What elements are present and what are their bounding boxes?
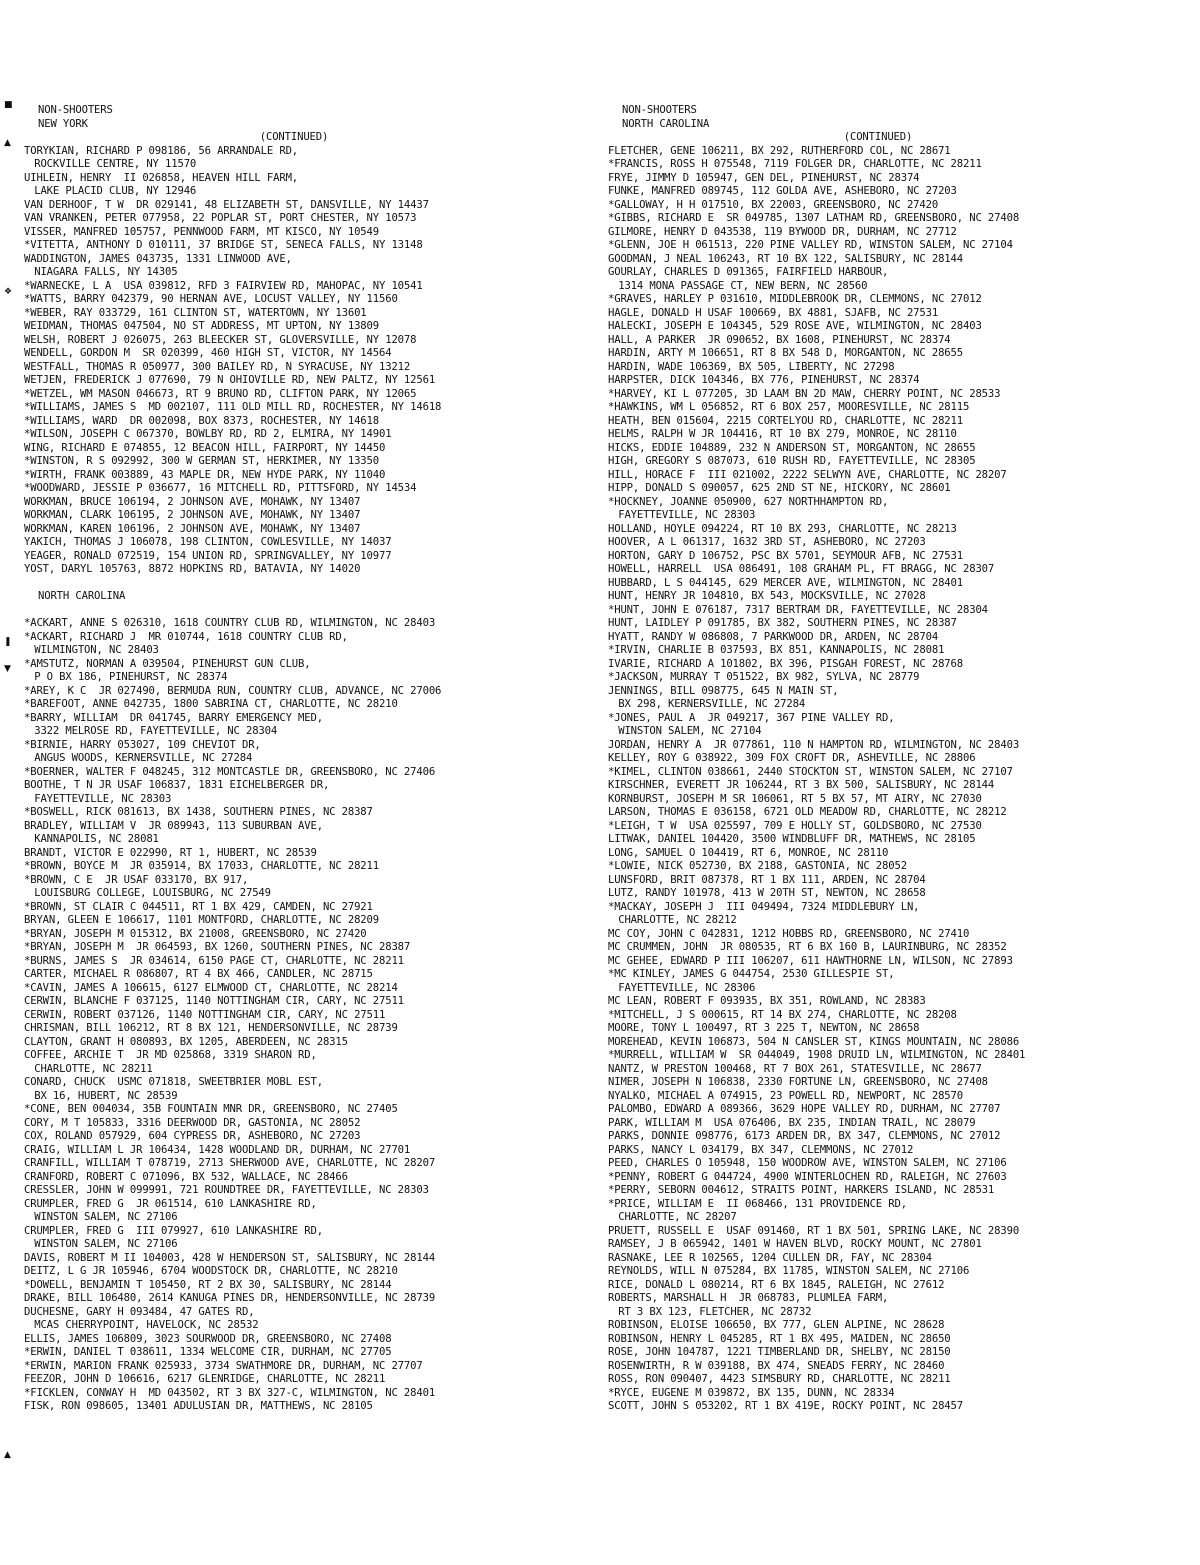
list-item: PALOMBO, EDWARD A 089366, 3629 HOPE VALLEY RD, DURHAM, NC 27707	[608, 1103, 1001, 1115]
list-item: BRYAN, GLEEN E 106617, 1101 MONTFORD, CHARLOTTE, NC 28209	[24, 914, 379, 926]
list-item: *BRYAN, JOSEPH M JR 064593, BX 1260, SOUTHERN PINES, NC 28387	[24, 941, 411, 953]
list-item: FLETCHER, GENE 106211, BX 292, RUTHERFORD COL, NC 28671	[608, 144, 951, 157]
list-item: ELLIS, JAMES 106809, 3023 SOURWOOD DR, GREENSBORO, NC 27408	[24, 1332, 392, 1345]
list-item: *BARRY, WILLIAM DR 041745, BARRY EMERGENCY MED,	[24, 711, 323, 724]
list-item: *PERRY, SEBORN 004612, STRAITS POINT, HARKERS ISLAND, NC 28531	[608, 1184, 995, 1196]
list-item: *LOWIE, NICK 052730, BX 2188, GASTONIA, NC 28052	[608, 860, 907, 872]
list-item: *ACKART, RICHARD J MR 010744, 1618 COUNTRY CLUB RD,	[24, 630, 348, 643]
list-item: *PRICE, WILLIAM E II 068466, 131 PROVIDENCE RD,	[608, 1197, 907, 1210]
list-item: *BROWN, ST CLAIR C 044511, RT 1 BX 429, CAMDEN, NC 27921	[24, 900, 373, 913]
list-item: WILMINGTON, NC 28403	[28, 644, 159, 656]
list-item: *FRANCIS, ROSS H 075548, 7119 FOLGER DR, CHARLOTTE, NC 28211	[608, 158, 982, 170]
section-subheading: NORTH CAROLINA	[622, 117, 710, 130]
list-item: SCOTT, JOHN S 053202, RT 1 BX 419E, ROCKY POINT, NC 28457	[608, 1400, 963, 1412]
list-item: WING, RICHARD E 074855, 12 BEACON HILL, FAIRPORT, NY 14450	[24, 441, 386, 454]
list-item: *WETZEL, WM MASON 046673, RT 9 BRUNO RD, CLIFTON PARK, NY 12065	[24, 387, 417, 400]
list-item: CRANFORD, ROBERT C 071096, BX 532, WALLACE, NC 28466	[24, 1170, 348, 1183]
list-item: *WATTS, BARRY 042379, 90 HERNAN AVE, LOCUST VALLEY, NY 11560	[24, 293, 398, 305]
list-item: ROSS, RON 090407, 4423 SIMSBURY RD, CHARLOTTE, NC 28211	[608, 1373, 951, 1385]
list-item: BRADLEY, WILLIAM V JR 089943, 113 SUBURBAN AVE,	[24, 819, 323, 832]
list-item: NIMER, JOSEPH N 106838, 2330 FORTUNE LN, GREENSBORO, NC 27408	[608, 1076, 988, 1088]
list-item: RICE, DONALD L 080214, RT 6 BX 1845, RALEIGH, NC 27612	[608, 1278, 945, 1291]
list-item: HELMS, RALPH W JR 104416, RT 10 BX 279, MONROE, NC 28110	[608, 428, 957, 440]
list-item: WORKMAN, CLARK 106195, 2 JOHNSON AVE, MOHAWK, NY 13407	[24, 509, 361, 521]
list-item: CARTER, MICHAEL R 086807, RT 4 BX 466, CANDLER, NC 28715	[24, 968, 373, 980]
list-item: DEITZ, L G JR 105946, 6704 WOODSTOCK DR, CHARLOTTE, NC 28210	[24, 1265, 398, 1277]
list-item: GOODMAN, J NEAL 106243, RT 10 BX 122, SALISBURY, NC 28144	[608, 252, 963, 265]
section-heading: NON-SHOOTERS	[38, 104, 113, 116]
margin-mark: ▲	[4, 138, 11, 148]
list-item: *PENNY, ROBERT G 044724, 4900 WINTERLOCHEN RD, RALEIGH, NC 27603	[608, 1170, 1007, 1183]
list-item: ROBINSON, HENRY L 045285, RT 1 BX 495, MAIDEN, NC 28650	[608, 1332, 951, 1345]
list-item: HILL, HORACE F III 021002, 2222 SELWYN AVE, CHARLOTTE, NC 28207	[608, 468, 1007, 481]
list-item: *IRVIN, CHARLIE B 037593, BX 851, KANNAPOLIS, NC 28081	[608, 644, 945, 656]
list-item: *WINSTON, R S 092992, 300 W GERMAN ST, HERKIMER, NY 13350	[24, 455, 379, 467]
list-item: *ACKART, ANNE S 026310, 1618 COUNTRY CLUB RD, WILMINGTON, NC 28403	[24, 617, 436, 629]
list-item: CORY, M T 105833, 3316 DEERWOOD DR, GASTONIA, NC 28052	[24, 1116, 361, 1129]
list-item: ROSE, JOHN 104787, 1221 TIMBERLAND DR, SHELBY, NC 28150	[608, 1346, 951, 1358]
list-item: MC CRUMMEN, JOHN JR 080535, RT 6 BX 160 B, LAURINBURG, NC 28352	[608, 941, 1007, 953]
list-item: *GRAVES, HARLEY P 031610, MIDDLEBROOK DR, CLEMMONS, NC 27012	[608, 293, 982, 305]
list-item: WETJEN, FREDERICK J 077690, 79 N OHIOVILLE RD, NEW PALTZ, NY 12561	[24, 374, 436, 386]
list-item: PRUETT, RUSSELL E USAF 091460, RT 1 BX 501, SPRING LAKE, NC 28390	[608, 1224, 1020, 1237]
list-item: NANTZ, W PRESTON 100468, RT 7 BOX 261, STATESVILLE, NC 28677	[608, 1062, 982, 1075]
list-item: *WOODWARD, JESSIE P 036677, 16 MITCHELL RD, PITTSFORD, NY 14534	[24, 482, 417, 494]
list-item: *JONES, PAUL A JR 049217, 367 PINE VALLEY RD,	[608, 711, 895, 724]
list-item: *WIRTH, FRANK 003889, 43 MAPLE DR, NEW HYDE PARK, NY 11040	[24, 468, 386, 481]
list-item: *MURRELL, WILLIAM W SR 044049, 1908 DRUID LN, WILMINGTON, NC 28401	[608, 1049, 1026, 1061]
list-item: CRUMPLER, FRED G JR 061514, 610 LANKASHIRE RD,	[24, 1197, 317, 1210]
list-item: RT 3 BX 123, FLETCHER, NC 28732	[612, 1305, 812, 1318]
list-item: MCAS CHERRYPOINT, HAVELOCK, NC 28532	[28, 1319, 259, 1331]
list-item: MC LEAN, ROBERT F 093935, BX 351, ROWLAND, NC 28383	[608, 995, 926, 1007]
list-item: CHARLOTTE, NC 28211	[28, 1062, 153, 1075]
list-item: *CAVIN, JAMES A 106615, 6127 ELMWOOD CT, CHARLOTTE, NC 28214	[24, 981, 398, 994]
list-item: *RYCE, EUGENE M 039872, BX 135, DUNN, NC 28334	[608, 1386, 895, 1399]
list-item: GOURLAY, CHARLES D 091365, FAIRFIELD HARBOUR,	[608, 266, 889, 278]
list-item: CONARD, CHUCK USMC 071818, SWEETBRIER MOBL EST,	[24, 1076, 323, 1088]
list-item: HEATH, BEN 015604, 2215 CORTELYOU RD, CHARLOTTE, NC 28211	[608, 414, 963, 427]
list-item: CHRISMAN, BILL 106212, RT 8 BX 121, HENDERSONVILLE, NC 28739	[24, 1022, 398, 1034]
list-item: HOLLAND, HOYLE 094224, RT 10 BX 293, CHARLOTTE, NC 28213	[608, 522, 957, 535]
list-item: *BROWN, C E JR USAF 033170, BX 917,	[24, 873, 249, 886]
continued-label: (CONTINUED)	[259, 131, 329, 143]
list-item: *HARVEY, KI L 077205, 3D LAAM BN 2D MAW, CHERRY POINT, NC 28533	[608, 387, 1001, 400]
list-item: *BAREFOOT, ANNE 042735, 1800 SABRINA CT, CHARLOTTE, NC 28210	[24, 698, 398, 710]
list-item: HICKS, EDDIE 104889, 232 N ANDERSON ST, MORGANTON, NC 28655	[608, 441, 976, 454]
list-item: *BOERNER, WALTER F 048245, 312 MONTCASTLE DR, GREENSBORO, NC 27406	[24, 765, 436, 778]
list-item: JENNINGS, BILL 098775, 645 N MAIN ST,	[608, 684, 839, 697]
list-item: FISK, RON 098605, 13401 ADULUSIAN DR, MATTHEWS, NC 28105	[24, 1400, 373, 1412]
list-item: IVARIE, RICHARD A 101802, BX 396, PISGAH FOREST, NC 28768	[608, 657, 963, 670]
list-item: *ERWIN, MARION FRANK 025933, 3734 SWATHMORE DR, DURHAM, NC 27707	[24, 1359, 423, 1372]
list-item: HARPSTER, DICK 104346, BX 776, PINEHURST, NC 28374	[608, 374, 920, 386]
list-item: *JACKSON, MURRAY T 051522, BX 982, SYLVA, NC 28779	[608, 671, 920, 683]
list-item: PARKS, DONNIE 098776, 6173 ARDEN DR, BX 347, CLEMMONS, NC 27012	[608, 1130, 1001, 1142]
list-item: MOREHEAD, KEVIN 106873, 504 N CANSLER ST, KINGS MOUNTAIN, NC 28086	[608, 1035, 1020, 1048]
list-item: *WILLIAMS, JAMES S MD 002107, 111 OLD MILL RD, ROCHESTER, NY 14618	[24, 401, 442, 413]
list-item: YAKICH, THOMAS J 106078, 198 CLINTON, COWLESVILLE, NY 14037	[24, 536, 392, 548]
list-item: *AMSTUTZ, NORMAN A 039504, PINEHURST GUN CLUB,	[24, 657, 311, 670]
list-item: GILMORE, HENRY D 043538, 119 BYWOOD DR, DURHAM, NC 27712	[608, 225, 957, 238]
list-item: HOOVER, A L 061317, 1632 3RD ST, ASHEBORO, NC 27203	[608, 536, 926, 548]
section-subheading: NEW YORK	[38, 117, 88, 130]
list-item: HALECKI, JOSEPH E 104345, 529 ROSE AVE, WILMINGTON, NC 28403	[608, 320, 982, 332]
list-item: YOST, DARYL 105763, 8872 HOPKINS RD, BATAVIA, NY 14020	[24, 563, 361, 575]
list-item: P O BX 186, PINEHURST, NC 28374	[28, 671, 228, 683]
list-item: LUTZ, RANDY 101978, 413 W 20TH ST, NEWTON, NC 28658	[608, 887, 926, 899]
list-item: *GLENN, JOE H 061513, 220 PINE VALLEY RD, WINSTON SALEM, NC 27104	[608, 239, 1013, 251]
section-heading: NORTH CAROLINA	[38, 590, 126, 602]
list-item: *WILSON, JOSEPH C 067370, BOWLBY RD, RD 2, ELMIRA, NY 14901	[24, 428, 392, 440]
list-item: *MACKAY, JOSEPH J III 049494, 7324 MIDDLEBURY LN,	[608, 900, 920, 913]
list-item: BX 298, KERNERSVILLE, NC 27284	[612, 698, 806, 710]
list-item: HAGLE, DONALD H USAF 100669, BX 4881, SJAFB, NC 27531	[608, 306, 939, 319]
list-item: *BOSWELL, RICK 081613, BX 1438, SOUTHERN PINES, NC 28387	[24, 806, 373, 818]
list-item: FUNKE, MANFRED 089745, 112 GOLDA AVE, ASHEBORO, NC 27203	[608, 185, 957, 197]
list-item: *WARNECKE, L A USA 039812, RFD 3 FAIRVIEW RD, MAHOPAC, NY 10541	[24, 279, 423, 292]
list-item: CHARLOTTE, NC 28212	[612, 914, 737, 926]
list-item: VISSER, MANFRED 105757, PENNWOOD FARM, MT KISCO, NY 10549	[24, 225, 379, 238]
margin-mark: ❚	[4, 637, 12, 647]
list-item: KELLEY, ROY G 038922, 309 FOX CROFT DR, ASHEVILLE, NC 28806	[608, 752, 976, 764]
section-heading: NON-SHOOTERS	[622, 104, 697, 116]
continued-label: (CONTINUED)	[843, 131, 913, 143]
list-item: *KIMEL, CLINTON 038661, 2440 STOCKTON ST, WINSTON SALEM, NC 27107	[608, 765, 1013, 778]
list-item: HUNT, HENRY JR 104810, BX 543, MOCKSVILLE, NC 27028	[608, 590, 926, 602]
list-item: CRUMPLER, FRED G III 079927, 610 LANKASHIRE RD,	[24, 1224, 323, 1237]
spacer	[24, 604, 604, 618]
list-item: REYNOLDS, WILL N 075284, BX 11785, WINSTON SALEM, NC 27106	[608, 1265, 970, 1277]
list-item: DRAKE, BILL 106480, 2614 KANUGA PINES DR, HENDERSONVILLE, NC 28739	[24, 1292, 436, 1304]
list-item: *VITETTA, ANTHONY D 010111, 37 BRIDGE ST, SENECA FALLS, NY 13148	[24, 239, 423, 251]
list-item: HIPP, DONALD S 090057, 625 2ND ST NE, HICKORY, NC 28601	[608, 482, 951, 494]
list-item: *HUNT, JOHN E 076187, 7317 BERTRAM DR, FAYETTEVILLE, NC 28304	[608, 603, 988, 616]
list-item: ROBINSON, ELOISE 106650, BX 777, GLEN ALPINE, NC 28628	[608, 1319, 945, 1331]
list-item: KORNBURST, JOSEPH M SR 106061, RT 5 BX 57, MT AIRY, NC 27030	[608, 792, 982, 805]
list-item: HUNT, LAIDLEY P 091785, BX 382, SOUTHERN PINES, NC 28387	[608, 617, 957, 629]
list-item: ROCKVILLE CENTRE, NY 11570	[28, 158, 197, 170]
list-item: *WEBER, RAY 033729, 161 CLINTON ST, WATERTOWN, NY 13601	[24, 306, 367, 319]
list-item: FAYETTEVILLE, NC 28303	[612, 509, 756, 521]
list-item: *BIRNIE, HARRY 053027, 109 CHEVIOT DR,	[24, 738, 261, 751]
list-item: HYATT, RANDY W 086808, 7 PARKWOOD DR, ARDEN, NC 28704	[608, 630, 939, 643]
list-item: *CONE, BEN 004034, 35B FOUNTAIN MNR DR, GREENSBORO, NC 27405	[24, 1103, 398, 1115]
list-item: *WILLIAMS, WARD DR 002098, BOX 8373, ROCHESTER, NY 14618	[24, 414, 379, 427]
list-item: VAN DERHOOF, T W DR 029141, 48 ELIZABETH ST, DANSVILLE, NY 14437	[24, 198, 429, 211]
list-item: CRESSLER, JOHN W 099991, 721 ROUNDTREE DR, FAYETTEVILLE, NC 28303	[24, 1184, 429, 1196]
margin-mark: ❖	[4, 287, 13, 297]
list-item: BRANDT, VICTOR E 022990, RT 1, HUBERT, NC 28539	[24, 846, 317, 859]
list-item: *GIBBS, RICHARD E SR 049785, 1307 LATHAM RD, GREENSBORO, NC 27408	[608, 212, 1020, 224]
list-item: HORTON, GARY D 106752, PSC BX 5701, SEYMOUR AFB, NC 27531	[608, 549, 963, 562]
entry-list	[24, 617, 604, 1414]
list-item: HOWELL, HARRELL USA 086491, 108 GRAHAM PL, FT BRAGG, NC 28307	[608, 563, 995, 575]
list-item: LOUISBURG COLLEGE, LOUISBURG, NC 27549	[28, 887, 271, 899]
spacer	[24, 577, 604, 591]
list-item: 1314 MONA PASSAGE CT, NEW BERN, NC 28560	[612, 279, 868, 292]
list-item: HUBBARD, L S 044145, 629 MERCER AVE, WILMINGTON, NC 28401	[608, 576, 963, 589]
list-item: *ERWIN, DANIEL T 038611, 1334 WELCOME CIR, DURHAM, NC 27705	[24, 1346, 392, 1358]
list-item: *GALLOWAY, H H 017510, BX 22003, GREENSBORO, NC 27420	[608, 198, 939, 211]
list-item: LITWAK, DANIEL 104420, 3500 WINDBLUFF DR, MATHEWS, NC 28105	[608, 833, 976, 845]
list-item: WELSH, ROBERT J 026075, 263 BLEECKER ST, GLOVERSVILLE, NY 12078	[24, 333, 417, 346]
list-item: DUCHESNE, GARY H 093484, 47 GATES RD,	[24, 1305, 255, 1318]
list-item: TORYKIAN, RICHARD P 098186, 56 ARRANDALE RD,	[24, 144, 299, 157]
list-item: KIRSCHNER, EVERETT JR 106244, RT 3 BX 500, SALISBURY, NC 28144	[608, 779, 995, 791]
list-item: WINSTON SALEM, NC 27104	[612, 725, 762, 737]
list-item: FAYETTEVILLE, NC 28306	[612, 981, 756, 994]
list-item: NYALKO, MICHAEL A 074915, 23 POWELL RD, NEWPORT, NC 28570	[608, 1089, 963, 1102]
list-item: *LEIGH, T W USA 025597, 709 E HOLLY ST, GOLDSBORO, NC 27530	[608, 819, 982, 832]
margin-mark: ▼	[4, 664, 11, 674]
list-item: PEED, CHARLES O 105948, 150 WOODROW AVE, WINSTON SALEM, NC 27106	[608, 1157, 1007, 1169]
list-item: ROSENWIRTH, R W 039188, BX 474, SNEADS FERRY, NC 28460	[608, 1359, 945, 1372]
list-item: KANNAPOLIS, NC 28081	[28, 833, 159, 845]
list-item: ANGUS WOODS, KERNERSVILLE, NC 27284	[28, 752, 253, 764]
list-item: 3322 MELROSE RD, FAYETTEVILLE, NC 28304	[28, 725, 278, 737]
list-item: WEIDMAN, THOMAS 047504, NO ST ADDRESS, MT UPTON, NY 13809	[24, 320, 379, 332]
list-item: NIAGARA FALLS, NY 14305	[28, 266, 178, 278]
list-item: *DOWELL, BENJAMIN T 105450, RT 2 BX 30, SALISBURY, NC 28144	[24, 1278, 392, 1291]
list-item: HARDIN, ARTY M 106651, RT 8 BX 548 D, MORGANTON, NC 28655	[608, 347, 963, 359]
list-item: FRYE, JIMMY D 105947, GEN DEL, PINEHURST, NC 28374	[608, 171, 920, 184]
left-column	[24, 104, 604, 1414]
list-item: WESTFALL, THOMAS R 050977, 300 BAILEY RD, N SYRACUSE, NY 13212	[24, 360, 411, 373]
list-item: CERWIN, BLANCHE F 037125, 1140 NOTTINGHAM CIR, CARY, NC 27511	[24, 995, 404, 1007]
list-item: PARKS, NANCY L 034179, BX 347, CLEMMONS, NC 27012	[608, 1143, 914, 1156]
list-item: HIGH, GREGORY S 087073, 610 RUSH RD, FAYETTEVILLE, NC 28305	[608, 455, 976, 467]
list-item: WENDELL, GORDON M SR 020399, 460 HIGH ST, VICTOR, NY 14564	[24, 347, 392, 359]
list-item: YEAGER, RONALD 072519, 154 UNION RD, SPRINGVALLEY, NY 10977	[24, 549, 392, 562]
list-item: LONG, SAMUEL O 104419, RT 6, MONROE, NC 28110	[608, 846, 889, 859]
list-item: CLAYTON, GRANT H 080893, BX 1205, ABERDEEN, NC 28315	[24, 1035, 348, 1048]
list-item: PARK, WILLIAM M USA 076406, BX 235, INDIAN TRAIL, NC 28079	[608, 1116, 976, 1129]
list-item: RASNAKE, LEE R 102565, 1204 CULLEN DR, FAY, NC 28304	[608, 1251, 932, 1264]
list-item: COX, ROLAND 057929, 604 CYPRESS DR, ASHEBORO, NC 27203	[24, 1130, 361, 1142]
list-item: CERWIN, ROBERT 037126, 1140 NOTTINGHAM CIR, CARY, NC 27511	[24, 1008, 386, 1021]
list-item: *FICKLEN, CONWAY H MD 043502, RT 3 BX 327-C, WILMINGTON, NC 28401	[24, 1386, 436, 1399]
list-item: CRANFILL, WILLIAM T 078719, 2713 SHERWOOD AVE, CHARLOTTE, NC 28207	[24, 1157, 436, 1169]
entry-list	[24, 145, 604, 577]
list-item: *MC KINLEY, JAMES G 044754, 2530 GILLESPIE ST,	[608, 968, 895, 980]
list-item: FEEZOR, JOHN D 106616, 6217 GLENRIDGE, CHARLOTTE, NC 28211	[24, 1373, 386, 1385]
list-item: HARDIN, WADE 106369, BX 505, LIBERTY, NC 27298	[608, 360, 895, 373]
list-item: VAN VRANKEN, PETER 077958, 22 POPLAR ST, PORT CHESTER, NY 10573	[24, 212, 417, 224]
list-item: FAYETTEVILLE, NC 28303	[28, 792, 172, 805]
margin-mark: ▲	[4, 1450, 11, 1460]
list-item: *MITCHELL, J S 000615, RT 14 BX 274, CHARLOTTE, NC 28208	[608, 1008, 957, 1021]
list-item: WINSTON SALEM, NC 27106	[28, 1238, 178, 1250]
list-item: *BROWN, BOYCE M JR 035914, BX 17033, CHARLOTTE, NC 28211	[24, 860, 379, 872]
list-item: *BURNS, JAMES S JR 034614, 6150 PAGE CT, CHARLOTTE, NC 28211	[24, 954, 404, 967]
list-item: HALL, A PARKER JR 090652, BX 1608, PINEHURST, NC 28374	[608, 333, 951, 346]
list-item: WINSTON SALEM, NC 27106	[28, 1211, 178, 1223]
list-item: WORKMAN, BRUCE 106194, 2 JOHNSON AVE, MOHAWK, NY 13407	[24, 495, 361, 508]
list-item: MC GEHEE, EDWARD P III 106207, 611 HAWTHORNE LN, WILSON, NC 27893	[608, 954, 1013, 967]
list-item: BOOTHE, T N JR USAF 106837, 1831 EICHELBERGER DR,	[24, 779, 330, 791]
right-column	[608, 104, 1188, 1414]
list-item: BX 16, HUBERT, NC 28539	[28, 1089, 178, 1102]
list-item: UIHLEIN, HENRY II 026858, HEAVEN HILL FARM,	[24, 171, 299, 184]
list-item: *AREY, K C JR 027490, BERMUDA RUN, COUNTRY CLUB, ADVANCE, NC 27006	[24, 684, 442, 697]
list-item: MC COY, JOHN C 042831, 1212 HOBBS RD, GREENSBORO, NC 27410	[608, 927, 970, 940]
list-item: JORDAN, HENRY A JR 077861, 110 N HAMPTON RD, WILMINGTON, NC 28403	[608, 738, 1020, 751]
list-item: CRAIG, WILLIAM L JR 106434, 1428 WOODLAND DR, DURHAM, NC 27701	[24, 1143, 411, 1156]
list-item: CHARLOTTE, NC 28207	[612, 1211, 737, 1223]
list-item: COFFEE, ARCHIE T JR MD 025868, 3319 SHARON RD,	[24, 1049, 317, 1061]
list-item: *BRYAN, JOSEPH M 015312, BX 21008, GREENSBORO, NC 27420	[24, 927, 367, 940]
list-item: LAKE PLACID CLUB, NY 12946	[28, 185, 197, 197]
list-item: WADDINGTON, JAMES 043735, 1331 LINWOOD AVE,	[24, 252, 292, 265]
list-item: LARSON, THOMAS E 036158, 6721 OLD MEADOW RD, CHARLOTTE, NC 28212	[608, 806, 1007, 818]
margin-mark: ■	[4, 100, 13, 110]
entry-list	[608, 145, 1188, 1414]
list-item: *HAWKINS, WM L 056852, RT 6 BOX 257, MOORESVILLE, NC 28115	[608, 401, 970, 413]
list-item: RAMSEY, J B 065942, 1401 W HAVEN BLVD, ROCKY MOUNT, NC 27801	[608, 1238, 982, 1250]
list-item: ROBERTS, MARSHALL H JR 068783, PLUMLEA FARM,	[608, 1292, 889, 1304]
list-item: *HOCKNEY, JOANNE 050900, 627 NORTHHAMPTON RD,	[608, 495, 889, 508]
list-item: DAVIS, ROBERT M II 104003, 428 W HENDERSON ST, SALISBURY, NC 28144	[24, 1251, 436, 1264]
list-item: WORKMAN, KAREN 106196, 2 JOHNSON AVE, MOHAWK, NY 13407	[24, 522, 361, 535]
list-item: LUNSFORD, BRIT 087378, RT 1 BX 111, ARDEN, NC 28704	[608, 873, 926, 886]
list-item: MOORE, TONY L 100497, RT 3 225 T, NEWTON, NC 28658	[608, 1022, 920, 1034]
